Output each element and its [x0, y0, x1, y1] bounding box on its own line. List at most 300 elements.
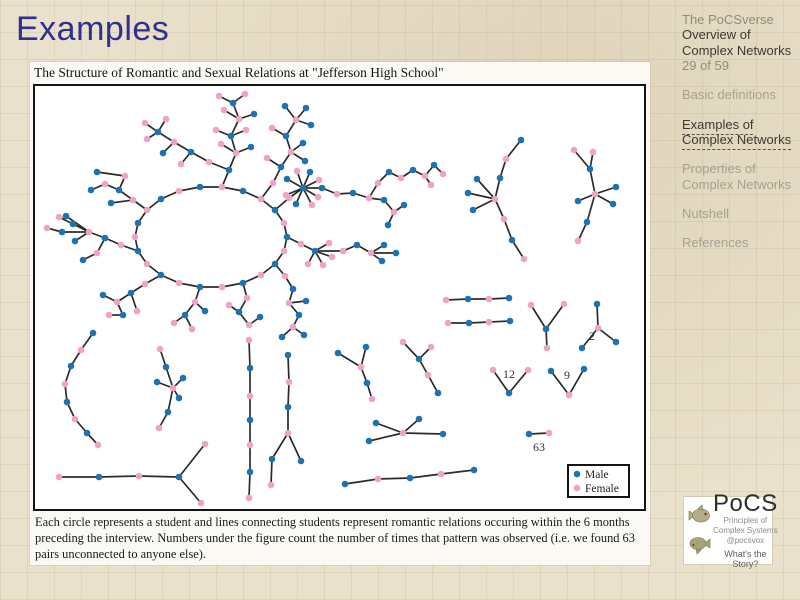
female-node	[221, 107, 228, 114]
female-node	[56, 474, 63, 481]
male-node	[293, 201, 300, 208]
female-node	[198, 500, 205, 507]
female-node	[163, 116, 170, 123]
sidebar-item-basic-definitions[interactable]: Basic definitions	[682, 87, 776, 103]
female-node	[425, 372, 432, 379]
male-node	[176, 474, 183, 481]
female-node	[286, 379, 293, 386]
male-node	[282, 103, 289, 110]
male-node	[379, 258, 386, 265]
female-node	[134, 308, 141, 315]
arc-hub-left	[465, 137, 528, 263]
female-node	[285, 430, 292, 437]
network-edge	[179, 444, 205, 477]
network-edge	[99, 476, 139, 477]
male-node	[613, 184, 620, 191]
male-node	[240, 280, 247, 287]
female-node	[136, 473, 143, 480]
female-node	[320, 262, 327, 269]
slide-title: Examples	[16, 10, 170, 48]
vertical-chain-y	[268, 352, 305, 489]
network-edge	[446, 299, 468, 300]
male-node	[298, 458, 305, 465]
male-node	[303, 105, 310, 112]
network-edge	[139, 476, 179, 477]
logo-text	[713, 489, 778, 570]
male-node	[202, 308, 209, 315]
male-node	[269, 456, 276, 463]
network-edge	[249, 340, 250, 368]
male-node	[158, 196, 165, 203]
female-node	[438, 471, 445, 478]
female-node	[213, 127, 220, 134]
female-node	[326, 240, 333, 247]
pocs-logo	[684, 489, 778, 570]
star-chain	[154, 346, 187, 432]
female-node	[288, 149, 295, 156]
network-figure	[30, 62, 650, 565]
giant-component	[44, 91, 447, 341]
female-node	[293, 117, 300, 124]
network-edge	[595, 187, 616, 194]
arc-hub-right	[571, 147, 620, 245]
female-node	[316, 177, 323, 184]
small-y-2	[400, 339, 442, 397]
male-node	[335, 350, 342, 357]
male-node	[410, 167, 417, 174]
male-node	[64, 399, 71, 406]
male-node	[278, 164, 285, 171]
vertical-chain	[246, 337, 254, 502]
network-edge	[597, 304, 598, 328]
female-node	[206, 159, 213, 166]
female-node	[122, 173, 129, 180]
male-node	[354, 242, 361, 249]
male-node	[154, 379, 161, 386]
female-node	[282, 273, 289, 280]
female-node	[561, 301, 568, 308]
dyad-count-63	[526, 430, 553, 438]
star-long-spoke	[366, 416, 447, 445]
female-node	[486, 296, 493, 303]
male-node	[135, 248, 142, 255]
male-node	[386, 169, 393, 176]
male-node	[401, 202, 408, 209]
y-component	[528, 301, 568, 352]
male-node	[587, 166, 594, 173]
female-node	[144, 136, 151, 143]
female-node	[375, 476, 382, 483]
male-node	[302, 158, 309, 165]
network-svg	[35, 86, 644, 509]
male-node	[416, 416, 423, 423]
female-node	[281, 220, 288, 227]
male-node	[279, 334, 286, 341]
male-node	[465, 190, 472, 197]
female-node	[178, 161, 185, 168]
male-node	[440, 431, 447, 438]
female-node	[590, 149, 597, 156]
female-node	[118, 242, 125, 249]
network-edge	[504, 219, 512, 240]
male-node	[506, 390, 513, 397]
network-edge	[410, 474, 441, 478]
male-node	[303, 298, 310, 305]
female-node	[369, 396, 376, 403]
legend	[568, 465, 629, 497]
female-node	[566, 392, 573, 399]
female-node	[192, 299, 199, 306]
male-node	[247, 417, 254, 424]
male-node	[128, 290, 135, 297]
female-node	[286, 300, 293, 307]
male-node	[366, 438, 373, 445]
female-node	[142, 281, 149, 288]
female-node	[305, 261, 312, 268]
figure-title: The Structure of Romantic and Sexual Relations at "Jefferson High School"	[34, 65, 444, 80]
female-node	[525, 367, 532, 374]
network-edge	[369, 433, 403, 441]
network-edge	[403, 342, 419, 359]
horizontal-chain-y	[56, 441, 209, 507]
small-y-1	[335, 344, 376, 403]
pattern-count-label: 63	[533, 440, 545, 454]
network-edge	[587, 194, 595, 222]
male-node	[474, 176, 481, 183]
network-edge	[249, 472, 250, 498]
female-node	[176, 280, 183, 287]
male-node	[575, 198, 582, 205]
logo-tagline: What's the Story?	[724, 549, 767, 570]
female-node	[176, 188, 183, 195]
network-edge	[288, 355, 289, 382]
network-edge	[506, 140, 521, 159]
male-node	[610, 201, 617, 208]
female-node	[246, 337, 253, 344]
network-edge	[376, 423, 403, 433]
female-node	[298, 241, 305, 248]
female-node	[170, 385, 177, 392]
sidebar-item-nutshell[interactable]: Nutshell	[682, 205, 729, 221]
female-node	[294, 168, 301, 175]
male-node	[176, 395, 183, 402]
male-node	[236, 309, 243, 316]
female-node	[546, 430, 553, 437]
female-node	[398, 175, 405, 182]
male-node	[363, 344, 370, 351]
male-node	[120, 312, 127, 319]
figure-caption: Each circle represents a student and lines connecting students represent romantic relations occuring within the 6 months preceding the interview. Numbers under the figure count the number of times that pattern was observed (i.e. we found 63 pairs unconnected to anyone else).	[35, 515, 635, 561]
male-node	[240, 188, 247, 195]
male-node	[385, 222, 392, 229]
female-node	[443, 297, 450, 304]
female-node	[445, 320, 452, 327]
female-node	[226, 302, 233, 309]
male-node	[94, 169, 101, 176]
network-edge	[168, 388, 173, 412]
female-node	[340, 248, 347, 255]
diagonal-chain	[342, 467, 478, 488]
legend-swatch	[574, 471, 581, 478]
female-node	[86, 229, 93, 236]
female-node	[391, 209, 398, 216]
sidebar-item-references[interactable]: References	[682, 235, 749, 251]
male-node	[116, 187, 123, 194]
male-node	[407, 475, 414, 482]
female-node	[233, 150, 240, 157]
fish-logo-icon	[686, 501, 713, 561]
male-node	[247, 469, 254, 476]
female-node	[247, 393, 254, 400]
male-node	[284, 176, 291, 183]
female-node	[62, 381, 69, 388]
male-node	[272, 207, 279, 214]
male-node	[507, 318, 514, 325]
male-node	[506, 295, 513, 302]
male-node	[63, 213, 70, 220]
sidebar-nav	[682, 12, 794, 251]
female-node	[244, 295, 251, 302]
male-node	[342, 481, 349, 488]
network-edge	[441, 470, 474, 474]
male-node	[96, 474, 103, 481]
male-node	[548, 368, 555, 375]
female-node	[375, 180, 382, 187]
male-node	[247, 365, 254, 372]
female-node	[571, 147, 578, 154]
male-node	[80, 257, 87, 264]
female-node	[592, 191, 599, 198]
female-node	[171, 139, 178, 146]
female-node	[334, 191, 341, 198]
female-node	[503, 156, 510, 163]
network-edge	[512, 240, 524, 259]
female-node	[246, 322, 253, 329]
male-node	[251, 111, 258, 118]
female-node	[440, 171, 447, 178]
female-node	[95, 442, 102, 449]
male-node	[381, 197, 388, 204]
logo-handle: @pocsvox	[726, 536, 765, 546]
male-node	[350, 190, 357, 197]
network-edge	[574, 150, 590, 169]
male-node	[613, 339, 620, 346]
male-node	[497, 175, 504, 182]
male-node	[197, 184, 204, 191]
female-node	[428, 182, 435, 189]
network-edge	[531, 305, 546, 329]
female-node	[171, 320, 178, 327]
deck-title: Overview of Complex Networks	[682, 27, 792, 58]
male-node	[584, 219, 591, 226]
male-node	[300, 185, 307, 192]
male-node	[543, 326, 550, 333]
logo-line1: Principles of	[723, 516, 768, 526]
male-node	[471, 467, 478, 474]
female-node	[258, 196, 265, 203]
network-edge	[546, 304, 564, 329]
male-node	[308, 122, 315, 129]
male-node	[381, 242, 388, 249]
male-node	[158, 272, 165, 279]
arc-chain-left	[62, 330, 102, 449]
female-node	[56, 214, 63, 221]
female-node	[247, 442, 254, 449]
female-node	[106, 312, 113, 319]
sidebar-item-examples[interactable]: Examples of Complex Networks	[682, 116, 792, 147]
male-node	[296, 312, 303, 319]
male-node	[319, 185, 326, 192]
page-indicator: 29 of 59	[682, 57, 729, 73]
male-node	[163, 364, 170, 371]
male-node	[90, 330, 97, 337]
female-node	[428, 344, 435, 351]
network-edge	[272, 433, 288, 459]
male-node	[84, 430, 91, 437]
male-node	[581, 366, 588, 373]
network-edge	[179, 477, 201, 503]
female-node	[102, 181, 109, 188]
network-edge	[338, 353, 361, 367]
female-node	[216, 93, 223, 100]
female-node	[422, 173, 429, 180]
female-node	[202, 441, 209, 448]
female-node	[218, 141, 225, 148]
male-node	[285, 352, 292, 359]
male-node	[284, 234, 291, 241]
female-node	[269, 125, 276, 132]
network-box	[33, 84, 646, 511]
legend-label: Male	[585, 469, 609, 481]
chain-4-a	[443, 295, 513, 304]
male-node	[228, 133, 235, 140]
logo-brand: PoCS	[713, 489, 778, 517]
male-node	[197, 284, 204, 291]
male-node	[248, 144, 255, 151]
male-node	[72, 238, 79, 245]
network-edge	[473, 199, 495, 210]
male-node	[465, 296, 472, 303]
male-node	[100, 292, 107, 299]
male-node	[393, 250, 400, 257]
male-node	[431, 162, 438, 169]
male-node	[283, 133, 290, 140]
male-node	[470, 207, 477, 214]
male-node	[466, 320, 473, 327]
male-node	[226, 167, 233, 174]
male-node	[272, 261, 279, 268]
female-node	[243, 127, 250, 134]
female-node	[575, 238, 582, 245]
female-node	[400, 339, 407, 346]
logo-line2: Complex Systems	[713, 526, 778, 536]
male-node	[579, 345, 586, 352]
female-node	[44, 225, 51, 232]
star-count-2	[579, 301, 620, 352]
female-node	[281, 248, 288, 255]
female-node	[521, 256, 528, 263]
network-edge	[403, 433, 443, 434]
male-node	[509, 237, 516, 244]
network-edge	[378, 478, 410, 479]
male-node	[300, 140, 307, 147]
female-node	[366, 195, 373, 202]
male-node	[108, 200, 115, 207]
male-node	[182, 312, 189, 319]
female-node	[528, 302, 535, 309]
male-node	[155, 129, 162, 136]
female-node	[264, 155, 271, 162]
female-node	[246, 495, 253, 502]
network-edge	[97, 172, 125, 176]
male-node	[102, 235, 109, 242]
female-node	[144, 261, 151, 268]
male-node	[160, 150, 167, 157]
male-node	[285, 404, 292, 411]
male-node	[435, 390, 442, 397]
female-node	[156, 425, 163, 432]
female-node	[132, 234, 139, 241]
network-edge	[288, 433, 301, 461]
network-edge	[345, 479, 378, 484]
male-node	[312, 248, 319, 255]
female-node	[219, 284, 226, 291]
male-node	[180, 375, 187, 382]
network-edge	[166, 367, 173, 388]
male-node	[594, 301, 601, 308]
female-node	[315, 194, 322, 201]
male-node	[230, 100, 237, 107]
male-node	[257, 314, 264, 321]
male-node	[59, 229, 66, 236]
male-node	[518, 137, 525, 144]
female-node	[501, 216, 508, 223]
male-node	[307, 169, 314, 176]
female-node	[78, 347, 85, 354]
female-node	[290, 324, 297, 331]
female-node	[368, 250, 375, 257]
female-node	[283, 192, 290, 199]
network-edge	[569, 369, 584, 395]
female-node	[157, 346, 164, 353]
female-node	[544, 345, 551, 352]
female-node	[189, 326, 196, 333]
male-node	[88, 187, 95, 194]
male-node	[290, 286, 297, 293]
female-node	[114, 299, 121, 306]
network-edge	[288, 382, 289, 407]
female-node	[492, 196, 499, 203]
male-node	[68, 363, 75, 370]
female-node	[94, 250, 101, 257]
sidebar-item-properties[interactable]: Properties of Complex Networks	[682, 161, 792, 192]
network-edge	[66, 216, 89, 232]
female-node	[268, 482, 275, 489]
male-node	[416, 356, 423, 363]
female-node	[258, 272, 265, 279]
chain-4-b	[445, 318, 514, 327]
female-node	[236, 116, 243, 123]
female-node	[144, 207, 151, 214]
female-node	[142, 120, 149, 127]
female-node	[595, 325, 602, 332]
female-node	[486, 319, 493, 326]
network-edge	[111, 200, 133, 203]
female-node	[242, 91, 249, 98]
female-node	[270, 180, 277, 187]
male-node	[526, 431, 533, 438]
pattern-count-label: 12	[503, 367, 515, 381]
